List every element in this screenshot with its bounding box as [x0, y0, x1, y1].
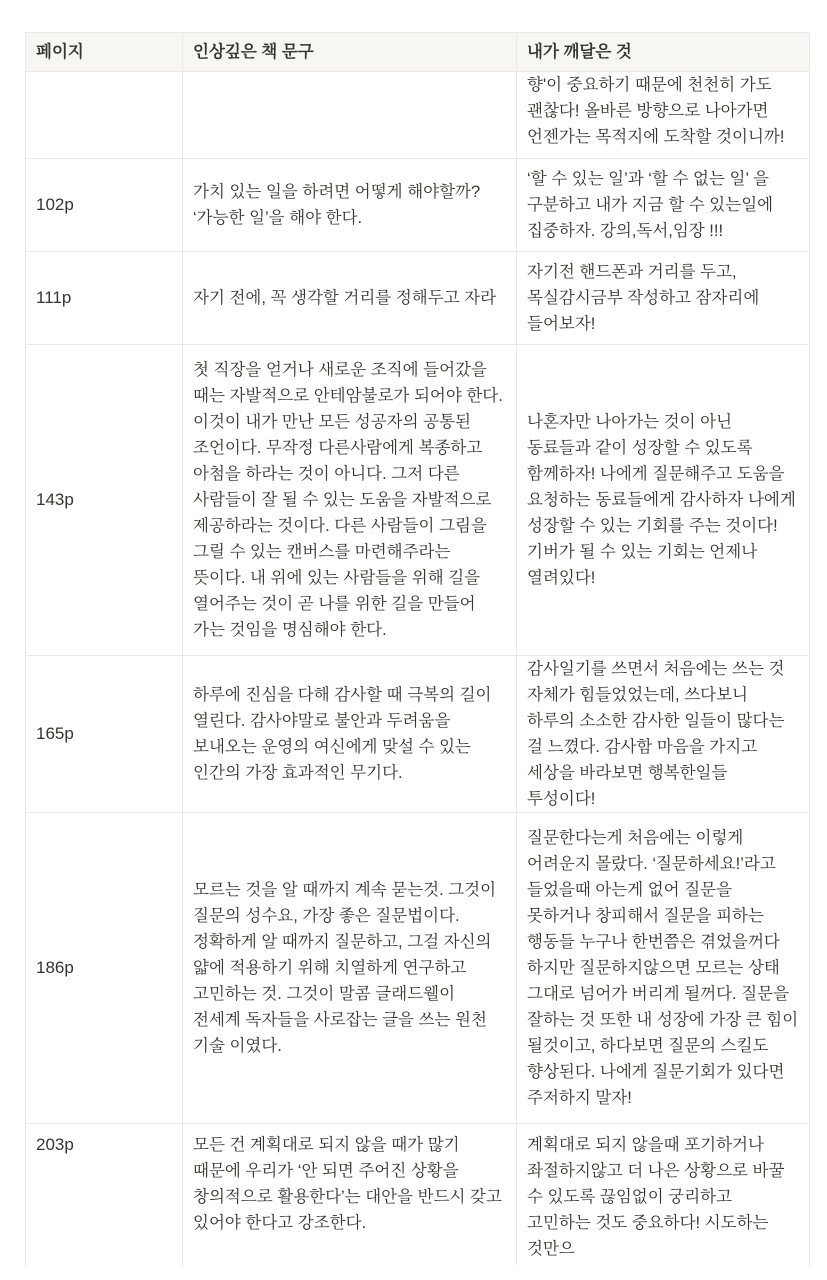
book-notes-table: [25, 32, 810, 1266]
page-cell: 102p: [26, 159, 183, 252]
page-cell: 111p: [26, 252, 183, 345]
quote-cell: 모든 건 계획대로 되지 않을 때가 많기 때문에 우리가 ‘안 되면 주어진 상황을 창의적으로 활용한다’는 대안을 반드시 갖고 있어야 한다고 강조한다.: [183, 1124, 517, 1267]
quote-cell: 첫 직장을 얻거나 새로운 조직에 들어갔을 때는 자발적으로 안테암불로가 되어야 한다. 이것이 내가 만난 모든 성공자의 공통된 조언이다. 무작정 다른사람에게 복종하고 아첨을 하라는 것이 아니다. 그저 다른 사람들이 잘 될 수 있는 도움을 자발적으로 제공하라는 것이다. 다른 사람들이 그림을 그릴 수 있는 캔버스를 마련해주라는 뜻이다. 내 위에 있는 사람들을 위해 길을 열어주는 것이 곧 나를 위한 길을 만들어 가는 것임을 명심해야 한다.: [183, 345, 517, 656]
page-cell: 143p: [26, 345, 183, 656]
table-row: [26, 345, 810, 656]
insight-cell: 향'이 중요하기 때문에 천천히 가도 괜찮다! 올바른 방향으로 나아가면 언젠가는 목적지에 도착할 것이니까!: [517, 72, 810, 159]
insight-cell: 계획대로 되지 않을때 포기하거나 좌절하지않고 더 나은 상황으로 바꿀 수 있도록 끊임없이 궁리하고 고민하는 것도 중요하다! 시도하는 것만으: [517, 1124, 810, 1267]
page-cell: [26, 72, 183, 159]
insight-cell: 나혼자만 나아가는 것이 아닌 동료들과 같이 성장할 수 있도록 함께하자! 나에게 질문해주고 도움을 요청하는 동료들에게 감사하자 나에게 성장할 수 있는 기회를 주는 것이다! 기버가 될 수 있는 기회는 언제나 열려있다!: [517, 345, 810, 656]
table-row: [26, 159, 810, 252]
table-row: [26, 813, 810, 1124]
header-row: [26, 33, 810, 72]
insight-cell: 질문한다는게 처음에는 이렇게 어려운지 몰랐다. ‘질문하세요!’라고 들었을때 아는게 없어 질문을 못하거나 창피해서 질문을 피하는 행동들 누구나 한번쯤은 겪었을꺼다 하지만 질문하지않으면 모르는 상태 그대로 넘어가 버리게 될꺼다. 질문을 잘하는 것 또한 내 성장에 가장 큰 힘이 될것이고, 하다보면 질문의 스킬도 향상된다. 나에게 질문기회가 있다면 주저하지 말자!: [517, 813, 810, 1124]
quote-cell: 자기 전에, 꼭 생각할 거리를 정해두고 자라: [183, 252, 517, 345]
quote-cell: 모르는 것을 알 때까지 계속 묻는것. 그것이 질문의 성수요, 가장 좋은 질문법이다. 정확하게 알 때까지 질문하고, 그걸 자신의 얇에 적용하기 위해 치열하게 연구하고 고민하는 것. 그것이 말콤 글래드웰이 전세계 독자들을 사로잡는 글을 쓰는 원천 기술 이였다.: [183, 813, 517, 1124]
table-header: [26, 33, 810, 72]
table-row: [26, 656, 810, 813]
insight-cell: ‘할 수 있는 일’과 ‘할 수 없는 일’ 을 구분하고 내가 지금 할 수 있는일에 집중하자. 강의,독서,임장 !!!: [517, 159, 810, 252]
page-cell: 203p: [26, 1124, 183, 1267]
insight-cell: 자기전 핸드폰과 거리를 두고, 목실감시금부 작성하고 잠자리에 들어보자!: [517, 252, 810, 345]
page-cell: 186p: [26, 813, 183, 1124]
column-header-page: 페이지: [26, 33, 183, 72]
column-header-quote: 인상깊은 책 문구: [183, 33, 517, 72]
table-row: [26, 72, 810, 159]
table-row: [26, 1124, 810, 1267]
table-row: [26, 252, 810, 345]
column-header-insight: 내가 깨달은 것: [517, 33, 810, 72]
quote-cell: 가치 있는 일을 하려면 어떻게 해야할까? ‘가능한 일’을 해야 한다.: [183, 159, 517, 252]
page-cell: 165p: [26, 656, 183, 813]
quote-cell: 하루에 진심을 다해 감사할 때 극복의 길이 열린다. 감사야말로 불안과 두려움을 보내오는 운영의 여신에게 맞설 수 있는 인간의 가장 효과적인 무기다.: [183, 656, 517, 813]
insight-cell: 감사일기를 쓰면서 처음에는 쓰는 것 자체가 힘들었었는데, 쓰다보니 하루의 소소한 감사한 일들이 많다는 걸 느꼈다. 감사함 마음을 가지고 세상을 바라보면 행복한일들 투성이다!: [517, 656, 810, 813]
table-body: [26, 72, 810, 1267]
quote-cell: [183, 72, 517, 159]
